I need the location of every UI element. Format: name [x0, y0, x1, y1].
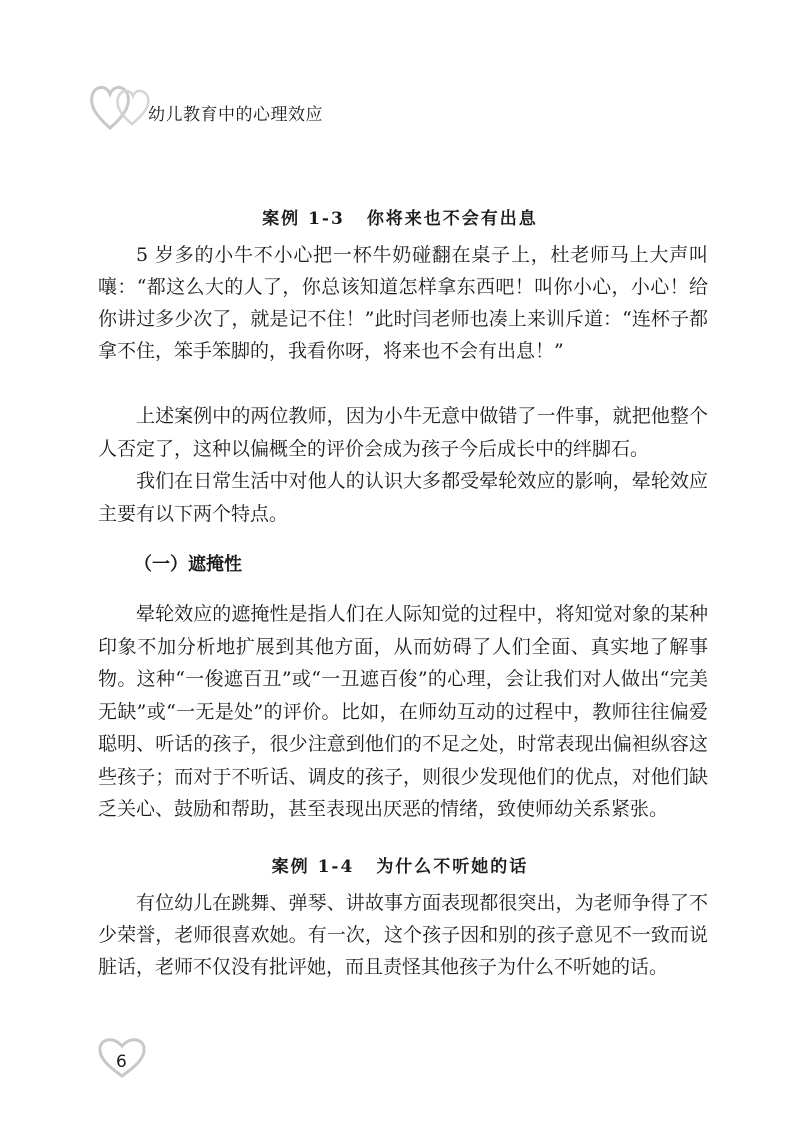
case-title-text: 你将来也不会有出息	[366, 209, 538, 229]
page-number: 6	[116, 1052, 127, 1072]
case-title-text: 为什么不听她的话	[376, 857, 529, 877]
case-1-3-text: 5 岁多的小牛不小心把一杯牛奶碰翻在桌子上，杜老师马上大声叫嚷：“都这么大的人了，你总该知道怎样拿东西吧！叫你小心，小心！给你讲过多少次了，就是记不住！”此时闫老师也凑上来训斥道：“连杯子都拿不住，笨手笨脚的，我看你呀，将来也不会有出息！”	[98, 244, 708, 362]
section-text: 晕轮效应的遮掩性是指人们在人际知觉的过程中，将知觉对象的某种印象不加分析地扩展到其他方面，从而妨碍了人们全面、真实地了解事物。这种“一俊遮百丑”或“一丑遮百俊”的心理，会让我们对人做出“完美无缺”或“一无是处”的评价。比如，在师幼互动的过程中，教师往往偏爱聪明、听话的孩子，很少注意到他们的不足之处，时常表现出偏袒纵容这些孩子；而对于不听话、调皮的孩子，则很少发现他们的优点，对他们缺乏关心、鼓励和帮助，甚至表现出厌恶的情绪，致使师幼关系紧张。	[98, 603, 708, 820]
case-number: 案例 1-3	[262, 209, 345, 229]
case-1-4-text: 有位幼儿在跳舞、弹琴、讲故事方面表现都很突出，为老师争得了不少荣誉，老师很喜欢她。有一次，这个孩子因和别的孩子意见不一致而说脏话，老师不仅没有批评她，而且责怪其他孩子为什么不听她的话。	[98, 892, 708, 978]
case-number: 案例 1-4	[271, 857, 355, 877]
running-title: 幼儿教育中的心理效应	[148, 105, 323, 125]
case-1-3-title	[0, 204, 800, 229]
paragraph-intro: 我们在日常生活中对他人的认识大多都受晕轮效应的影响，晕轮效应主要有以下两个特点。	[98, 470, 708, 525]
case-1-4-title	[0, 852, 800, 877]
paragraph-summary: 上述案例中的两位教师，因为小牛无意中做错了一件事，就把他整个人否定了，这种以偏概全的评价会成为孩子今后成长中的绊脚石。	[98, 405, 708, 460]
section-heading: （一）遮掩性	[134, 554, 242, 575]
